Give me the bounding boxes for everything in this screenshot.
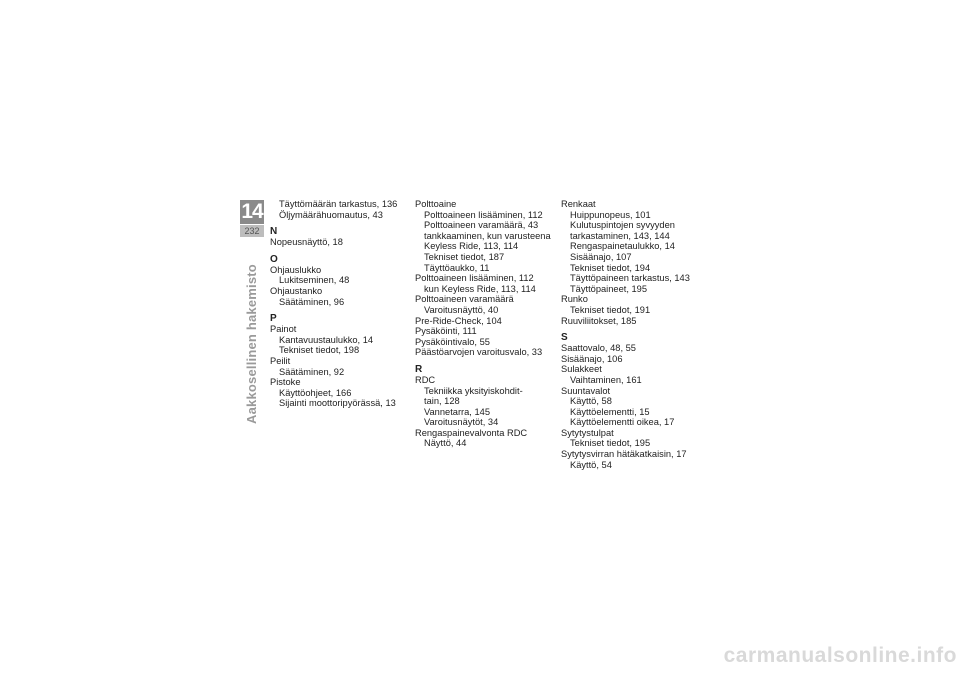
- index-subentry: Tekniset tiedot, 191: [570, 304, 651, 315]
- index-subentry: Säätäminen, 92: [279, 366, 345, 377]
- index-subentry: Tekniikka yksityiskohdit-: [424, 385, 523, 396]
- index-column-3: [561, 199, 711, 470]
- index-subentry: Huippunopeus, 101: [570, 209, 651, 220]
- index-column-2: [415, 199, 565, 449]
- index-subentry: Polttoaineen lisääminen, 112: [424, 209, 543, 220]
- index-subentry: Täyttöaukko, 11: [424, 262, 490, 273]
- index-subentry: Täyttöpaineet, 195: [570, 283, 648, 294]
- index-entry: Sulakkeet: [561, 364, 602, 375]
- index-subentry: Täyttömäärän tarkastus, 136: [279, 199, 398, 209]
- index-column-1: [270, 199, 420, 409]
- index-entry: Painot: [270, 324, 297, 335]
- index-entry: Pysäköinti, 111: [415, 326, 477, 337]
- index-subentry: Lukitseminen, 48: [279, 275, 350, 286]
- index-letter-heading: S: [561, 332, 568, 344]
- index-subentry: Varoitusnäyttö, 40: [424, 304, 499, 315]
- index-subentry: tain, 128: [424, 396, 460, 407]
- index-letter-heading: N: [270, 226, 278, 238]
- index-subentry: Tekniset tiedot, 198: [279, 345, 360, 356]
- index-subentry: Vannetarra, 145: [424, 406, 490, 417]
- index-entry: Pistoke: [270, 377, 301, 388]
- index-subentry: Käyttö, 54: [570, 459, 612, 470]
- index-entry: Pysäköintivalo, 55: [415, 336, 490, 347]
- index-entry: Ohjaustanko: [270, 285, 323, 296]
- index-entry: RDC: [415, 374, 436, 385]
- chapter-badge: [240, 200, 264, 238]
- index-entry: Saattovalo, 48, 55: [561, 343, 636, 354]
- index-entry: Polttoaineen varamäärä: [415, 294, 514, 305]
- index-subentry: Käyttöelementti oikea, 17: [570, 417, 675, 428]
- index-subentry: tarkastaminen, 143, 144: [570, 230, 670, 241]
- index-letter-heading: R: [415, 363, 423, 375]
- index-entry: Sisäänajo, 106: [561, 353, 623, 364]
- index-subentry: Rengaspainetaulukko, 14: [570, 241, 675, 252]
- index-subentry: Tekniset tiedot, 194: [570, 262, 651, 273]
- index-entry: Ohjauslukko: [270, 264, 322, 275]
- index-subentry: Öljymäärähuomautus, 43: [279, 209, 383, 220]
- index-entry: Renkaat: [561, 199, 596, 209]
- index-subentry: Sisäänajo, 107: [570, 251, 632, 262]
- index-entry: Rengaspainevalvonta RDC: [415, 427, 528, 438]
- index-subentry: Näyttö, 44: [424, 438, 467, 449]
- index-subentry: Täyttöpaineen tarkastus, 143: [570, 273, 690, 284]
- index-entry: Nopeusnäyttö, 18: [270, 237, 343, 248]
- index-subentry: Kantavuustaulukko, 14: [279, 334, 374, 345]
- index-subentry: tankkaaminen, kun varusteena: [424, 230, 551, 241]
- section-title: Aakkosellinen hakemisto: [244, 264, 259, 424]
- index-entry: Pre-Ride-Check, 104: [415, 315, 502, 326]
- index-entry: Runko: [561, 294, 588, 305]
- index-entry: Polttoaineen lisääminen, 112: [415, 273, 534, 284]
- index-subentry: Vaihtaminen, 161: [570, 374, 642, 385]
- index-subentry: Tekniset tiedot, 187: [424, 251, 505, 262]
- index-subentry: Keyless Ride, 113, 114: [424, 241, 519, 252]
- index-subentry: Käyttöohjeet, 166: [279, 387, 352, 398]
- index-subentry: Varoitusnäytöt, 34: [424, 417, 499, 428]
- index-subentry: kun Keyless Ride, 113, 114: [424, 283, 536, 294]
- index-subentry: Sijainti moottoripyörässä, 13: [279, 398, 396, 409]
- index-subentry: Kulutuspintojen syvyyden: [570, 220, 675, 231]
- index-entry: Päästöarvojen varoitusvalo, 33: [415, 347, 543, 358]
- index-entry: Suuntavalot: [561, 385, 611, 396]
- chapter-number: 14: [241, 200, 263, 223]
- index-letter-heading: P: [270, 313, 277, 325]
- index-subentry: Käyttö, 58: [570, 396, 612, 407]
- index-entry: Peilit: [270, 355, 291, 366]
- index-entry: Polttoaine: [415, 199, 457, 209]
- index-entry: Sytytysvirran hätäkatkaisin, 17: [561, 449, 687, 460]
- index-subentry: Säätäminen, 96: [279, 296, 345, 307]
- index-subentry: Käyttöelementti, 15: [570, 406, 650, 417]
- watermark: carmanualsonline.info: [723, 644, 957, 667]
- index-entry: Ruuviliitokset, 185: [561, 315, 637, 326]
- index-subentry: Polttoaineen varamäärä, 43: [424, 220, 539, 231]
- index-entry: Sytytystulpat: [561, 427, 614, 438]
- page-number: 232: [240, 225, 264, 237]
- index-letter-heading: O: [270, 253, 278, 265]
- index-subentry: Tekniset tiedot, 195: [570, 438, 651, 449]
